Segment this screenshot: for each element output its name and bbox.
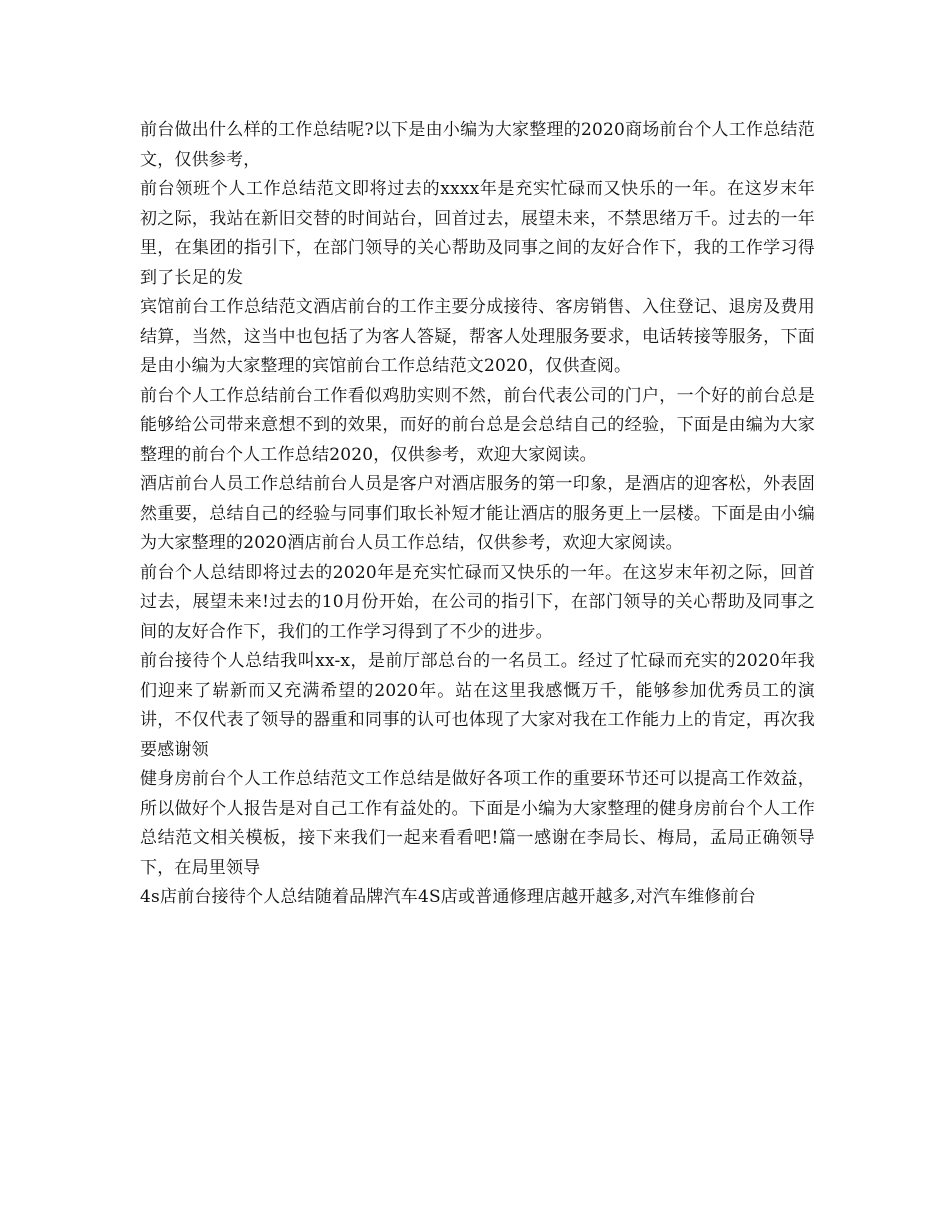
document-body	[140, 116, 815, 913]
paragraph-front-desk-supervisor: 前台领班个人工作总结范文即将过去的xxxx年是充实忙碌而又快乐的一年。在这岁末年初之际，我站在新旧交替的时间站台，回首过去，展望未来，不禁思绪万千。过去的一年里，在集团的指引下，在部门领导的关心帮助及同事之间的友好合作下，我的工作学习得到了长足的发	[140, 179, 815, 288]
paragraph-personal-summary: 前台个人总结即将过去的2020年是充实忙碌而又快乐的一年。在这岁末年初之际，回首过去，展望未来!过去的10月份开始，在公司的指引下，在部门领导的关心帮助及同事之间的友好合作下，我们的工作学习得到了不少的进步。	[140, 562, 815, 642]
paragraph-4s-reception: 4s店前台接待个人总结随着品牌汽车4S店或普通修理店越开越多,对汽车维修前台	[140, 887, 757, 907]
paragraph-front-desk-personal: 前台个人工作总结前台工作看似鸡肋实则不然，前台代表公司的门户，一个好的前台总是能够给公司带来意想不到的效果，而好的前台总是会总结自己的经验，下面是由编为大家整理的前台个人工作总结2020，仅供参考，欢迎大家阅读。	[140, 385, 815, 465]
paragraph-intro: 前台做出什么样的工作总结呢?以下是由小编为大家整理的2020商场前台个人工作总结范文，仅供参考，	[140, 120, 815, 170]
paragraph-hotel-front-desk: 宾馆前台工作总结范文酒店前台的工作主要分成接待、客房销售、入住登记、退房及费用结算，当然，这当中也包括了为客人答疑，帮客人处理服务要求，电话转接等服务，下面是由小编为大家整理的宾馆前台工作总结范文2020，仅供查阅。	[140, 297, 815, 376]
paragraph-hotel-staff: 酒店前台人员工作总结前台人员是客户对酒店服务的第一印象，是酒店的迎客松，外表固然重要，总结自己的经验与同事们取长补短才能让酒店的服务更上一层楼。下面是由小编为大家整理的2020酒店前台人员工作总结，仅供参考，欢迎大家阅读。	[140, 474, 815, 553]
paragraph-gym-front-desk: 健身房前台个人工作总结范文工作总结是做好各项工作的重要环节还可以提高工作效益，所以做好个人报告是对自己工作有益处的。下面是小编为大家整理的健身房前台个人工作总结范文相关模板，接下来我们一起来看看吧!篇一感谢在李局长、梅局，孟局正确领导下，在局里领导	[140, 769, 815, 878]
paragraph-reception-summary: 前台接待个人总结我叫xx-x，是前厅部总台的一名员工。经过了忙碌而充实的2020年我们迎来了崭新而又充满希望的2020年。站在这里我感慨万千，能够参加优秀员工的演讲，不仅代表了领导的器重和同事的认可也体现了大家对我在工作能力上的肯定，再次我要感谢领	[140, 651, 815, 760]
